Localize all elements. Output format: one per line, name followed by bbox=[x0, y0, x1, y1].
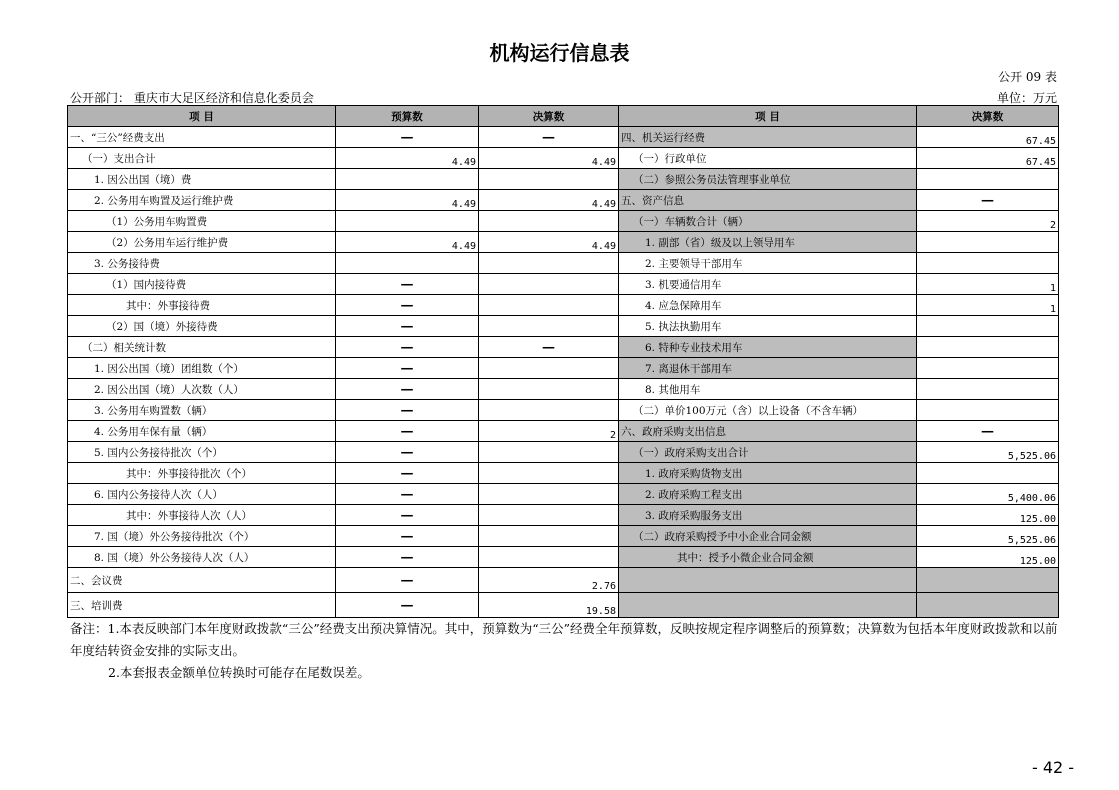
table-row bbox=[68, 379, 1059, 400]
row-final-left: 2 bbox=[479, 421, 619, 442]
row-item-right bbox=[619, 593, 917, 618]
row-item-left: （2）公务用车运行维护费 bbox=[68, 232, 336, 253]
row-final-right bbox=[917, 169, 1059, 190]
row-budget: — bbox=[336, 484, 479, 505]
row-item-right: 四、机关运行经费 bbox=[619, 127, 917, 148]
row-final-right bbox=[917, 593, 1059, 618]
table-row bbox=[68, 211, 1059, 232]
header-item-right: 项 目 bbox=[619, 106, 917, 127]
row-item-left: 4. 公务用车保有量（辆） bbox=[68, 421, 336, 442]
row-item-left: 3. 公务接待费 bbox=[68, 253, 336, 274]
row-final-right bbox=[917, 337, 1059, 358]
row-final-right: 125.00 bbox=[917, 547, 1059, 568]
row-final-left bbox=[479, 316, 619, 337]
row-final-right bbox=[917, 358, 1059, 379]
row-budget: 4.49 bbox=[336, 232, 479, 253]
row-final-left: 4.49 bbox=[479, 190, 619, 211]
table-row bbox=[68, 253, 1059, 274]
row-final-right bbox=[917, 253, 1059, 274]
row-final-right: 1 bbox=[917, 295, 1059, 316]
row-item-right: 8. 其他用车 bbox=[619, 379, 917, 400]
row-budget: — bbox=[336, 526, 479, 547]
row-budget: 4.49 bbox=[336, 190, 479, 211]
row-final-left bbox=[479, 379, 619, 400]
row-budget: — bbox=[336, 421, 479, 442]
row-final-right: 5,400.06 bbox=[917, 484, 1059, 505]
table-body bbox=[68, 127, 1059, 618]
row-budget: — bbox=[336, 358, 479, 379]
row-final-left bbox=[479, 526, 619, 547]
row-budget: 4.49 bbox=[336, 148, 479, 169]
row-final-left bbox=[479, 253, 619, 274]
row-final-left: — bbox=[479, 337, 619, 358]
note-1: 备注：1.本表反映部门本年度财政拨款“三公”经费支出预决算情况。其中，预算数为“三公”经费全年预算数，反映按规定程序调整后的预算数；决算数为包括本年度财政拨款和以前年度结转资金安排的实际支出。 bbox=[70, 621, 1058, 658]
row-final-left bbox=[479, 295, 619, 316]
row-item-left: （1）公务用车购置费 bbox=[68, 211, 336, 232]
table-row bbox=[68, 547, 1059, 568]
row-item-right: 2. 主要领导干部用车 bbox=[619, 253, 917, 274]
row-item-right: 1. 副部（省）级及以上领导用车 bbox=[619, 232, 917, 253]
row-item-right: 5. 执法执勤用车 bbox=[619, 316, 917, 337]
row-final-right: 5,525.06 bbox=[917, 442, 1059, 463]
row-item-left: （二）相关统计数 bbox=[68, 337, 336, 358]
table-row bbox=[68, 274, 1059, 295]
row-item-left: 5. 国内公务接待批次（个） bbox=[68, 442, 336, 463]
row-final-right: — bbox=[917, 190, 1059, 211]
row-item-left: 6. 国内公务接待人次（人） bbox=[68, 484, 336, 505]
row-item-right: 其中：授予小微企业合同金额 bbox=[619, 547, 917, 568]
row-final-right: 2 bbox=[917, 211, 1059, 232]
row-item-right bbox=[619, 568, 917, 593]
row-final-left: — bbox=[479, 127, 619, 148]
table-row bbox=[68, 568, 1059, 593]
table-row bbox=[68, 442, 1059, 463]
row-item-left: 7. 国（境）外公务接待批次（个） bbox=[68, 526, 336, 547]
row-final-left bbox=[479, 547, 619, 568]
table-row bbox=[68, 484, 1059, 505]
table-row bbox=[68, 463, 1059, 484]
row-final-left bbox=[479, 442, 619, 463]
row-budget: — bbox=[336, 568, 479, 593]
page-number: - 42 - bbox=[1032, 758, 1075, 777]
row-item-left: （1）国内接待费 bbox=[68, 274, 336, 295]
table-row bbox=[68, 505, 1059, 526]
row-final-right: 125.00 bbox=[917, 505, 1059, 526]
row-budget: — bbox=[336, 295, 479, 316]
row-budget: — bbox=[336, 505, 479, 526]
table-row bbox=[68, 190, 1059, 211]
row-item-left: 1. 因公出国（境）费 bbox=[68, 169, 336, 190]
row-final-left bbox=[479, 484, 619, 505]
row-final-right bbox=[917, 316, 1059, 337]
row-final-right bbox=[917, 400, 1059, 421]
notes bbox=[70, 618, 1060, 684]
row-item-right: 2. 政府采购工程支出 bbox=[619, 484, 917, 505]
row-final-right bbox=[917, 232, 1059, 253]
row-budget: — bbox=[336, 274, 479, 295]
row-final-left: 19.58 bbox=[479, 593, 619, 618]
row-budget: — bbox=[336, 442, 479, 463]
row-item-right: （二）政府采购授予中小企业合同金额 bbox=[619, 526, 917, 547]
table-row bbox=[68, 316, 1059, 337]
row-item-right: （二）参照公务员法管理事业单位 bbox=[619, 169, 917, 190]
row-item-right: 六、政府采购支出信息 bbox=[619, 421, 917, 442]
row-item-right: （二）单价100万元（含）以上设备（不含车辆） bbox=[619, 400, 917, 421]
row-budget: — bbox=[336, 400, 479, 421]
row-item-left: 2. 公务用车购置及运行维护费 bbox=[68, 190, 336, 211]
row-budget bbox=[336, 211, 479, 232]
header-final-right: 决算数 bbox=[917, 106, 1059, 127]
note-2: 2.本套报表金额单位转换时可能存在尾数误差。 bbox=[108, 665, 370, 680]
header-budget: 预算数 bbox=[336, 106, 479, 127]
row-item-left: 1. 因公出国（境）团组数（个） bbox=[68, 358, 336, 379]
row-item-right: 3. 政府采购服务支出 bbox=[619, 505, 917, 526]
row-item-left: 其中：外事接待费 bbox=[68, 295, 336, 316]
info-table bbox=[67, 105, 1059, 618]
row-final-right bbox=[917, 379, 1059, 400]
header-final-left: 决算数 bbox=[479, 106, 619, 127]
row-final-left bbox=[479, 463, 619, 484]
row-final-left: 4.49 bbox=[479, 148, 619, 169]
table-row bbox=[68, 169, 1059, 190]
row-item-left: 其中：外事接待人次（人） bbox=[68, 505, 336, 526]
table-row bbox=[68, 358, 1059, 379]
row-final-right: — bbox=[917, 421, 1059, 442]
row-item-left: 2. 因公出国（境）人次数（人） bbox=[68, 379, 336, 400]
row-item-left: （一）支出合计 bbox=[68, 148, 336, 169]
row-budget: — bbox=[336, 337, 479, 358]
row-final-left bbox=[479, 211, 619, 232]
row-budget: — bbox=[336, 463, 479, 484]
header-item-left: 项 目 bbox=[68, 106, 336, 127]
row-item-left: 一、“三公”经费支出 bbox=[68, 127, 336, 148]
row-item-left: （2）国（境）外接待费 bbox=[68, 316, 336, 337]
row-item-right: （一）车辆数合计（辆） bbox=[619, 211, 917, 232]
row-item-right: 1. 政府采购货物支出 bbox=[619, 463, 917, 484]
row-item-left: 其中：外事接待批次（个） bbox=[68, 463, 336, 484]
row-item-right: 4. 应急保障用车 bbox=[619, 295, 917, 316]
row-final-left bbox=[479, 169, 619, 190]
row-item-left: 3. 公务用车购置数（辆） bbox=[68, 400, 336, 421]
row-item-right: 6. 特种专业技术用车 bbox=[619, 337, 917, 358]
row-item-right: （一）政府采购支出合计 bbox=[619, 442, 917, 463]
unit-label: 单位：万元 bbox=[996, 91, 1057, 105]
department-label: 公开部门： 重庆市大足区经济和信息化委员会 bbox=[70, 91, 314, 105]
row-final-left bbox=[479, 274, 619, 295]
row-final-left bbox=[479, 400, 619, 421]
row-final-right: 5,525.06 bbox=[917, 526, 1059, 547]
row-final-left bbox=[479, 505, 619, 526]
table-row bbox=[68, 337, 1059, 358]
row-final-right: 67.45 bbox=[917, 127, 1059, 148]
row-budget bbox=[336, 169, 479, 190]
row-item-right: 3. 机要通信用车 bbox=[619, 274, 917, 295]
row-item-right: 五、资产信息 bbox=[619, 190, 917, 211]
table-row bbox=[68, 526, 1059, 547]
table-row bbox=[68, 127, 1059, 148]
row-budget bbox=[336, 253, 479, 274]
row-budget: — bbox=[336, 316, 479, 337]
table-row bbox=[68, 232, 1059, 253]
row-final-left: 4.49 bbox=[479, 232, 619, 253]
table-row bbox=[68, 421, 1059, 442]
row-final-right: 67.45 bbox=[917, 148, 1059, 169]
row-final-left bbox=[479, 358, 619, 379]
table-row bbox=[68, 593, 1059, 618]
row-budget: — bbox=[336, 547, 479, 568]
row-item-left: 二、会议费 bbox=[68, 568, 336, 593]
row-final-left: 2.76 bbox=[479, 568, 619, 593]
row-budget: — bbox=[336, 379, 479, 400]
table-row bbox=[68, 295, 1059, 316]
form-number: 公开 09 表 bbox=[998, 70, 1057, 84]
row-budget: — bbox=[336, 593, 479, 618]
table-row bbox=[68, 400, 1059, 421]
row-budget: — bbox=[336, 127, 479, 148]
page-title: 机构运行信息表 bbox=[489, 41, 630, 65]
row-item-left: 三、培训费 bbox=[68, 593, 336, 618]
table-row bbox=[68, 148, 1059, 169]
row-item-right: （一）行政单位 bbox=[619, 148, 917, 169]
row-item-right: 7. 离退休干部用车 bbox=[619, 358, 917, 379]
row-final-right bbox=[917, 568, 1059, 593]
row-item-left: 8. 国（境）外公务接待人次（人） bbox=[68, 547, 336, 568]
row-final-right bbox=[917, 463, 1059, 484]
row-final-right: 1 bbox=[917, 274, 1059, 295]
